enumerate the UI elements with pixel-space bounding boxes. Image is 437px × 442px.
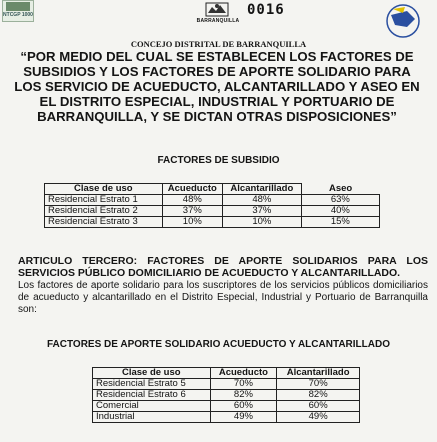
subsidy-heading: FACTORES DE SUBSIDIO <box>157 155 280 166</box>
council-name: CONCEJO DISTRITAL DE BARRANQUILLA <box>130 39 307 49</box>
table-row <box>93 390 360 401</box>
table-cell: 82% <box>210 390 277 401</box>
city-seal-icon <box>202 1 232 18</box>
table-cell: 60% <box>277 401 360 412</box>
table-cell: Residencial Estrato 5 <box>93 379 211 390</box>
table-row <box>93 401 360 412</box>
column-header: Clase de uso <box>45 184 163 195</box>
table-cell: 60% <box>210 401 277 412</box>
table-row <box>45 217 380 228</box>
table-row <box>93 412 360 423</box>
ntcgp-logo <box>2 0 34 22</box>
table-cell: Industrial <box>93 412 211 423</box>
table-cell: Residencial Estrato 6 <box>93 390 211 401</box>
table-cell: 49% <box>210 412 277 423</box>
table-cell: 37% <box>162 206 222 217</box>
certification-logo-icon <box>377 1 429 39</box>
document-number: 0016 <box>247 2 285 18</box>
table-cell: 10% <box>162 217 222 228</box>
aporte-table <box>92 367 360 423</box>
table-cell: 82% <box>277 390 360 401</box>
column-header: Alcantarillado <box>222 184 301 195</box>
table-cell: Residencial Estrato 2 <box>45 206 163 217</box>
table-row <box>93 379 360 390</box>
column-header: Acueducto <box>210 368 277 379</box>
column-header: Aseo <box>301 184 379 195</box>
subsidy-table <box>44 183 380 228</box>
aporte-heading: FACTORES DE APORTE SOLIDARIO ACUEDUCTO Y ALCANTARILLADO <box>47 339 390 350</box>
table-row <box>45 206 380 217</box>
table-cell: 37% <box>222 206 301 217</box>
seal-caption: BARRANQUILLA <box>196 18 240 24</box>
table-header-row <box>93 368 360 379</box>
table-header-row <box>45 184 380 195</box>
table-cell: Residencial Estrato 1 <box>45 195 163 206</box>
article-heading: ARTICULO TERCERO: FACTORES DE APORTE SOLIDARIOS PARA LOS SERVICIOS PÚBLICO DOMICILIARIO DE ACUEDUCTO Y ALCANTARILLADO. <box>18 255 428 279</box>
table-cell: Residencial Estrato 3 <box>45 217 163 228</box>
table-cell: 70% <box>210 379 277 390</box>
ntcgp-logo-text: NTCGP 1000 <box>3 12 33 18</box>
table-row <box>45 195 380 206</box>
table-cell: 48% <box>162 195 222 206</box>
article-text: Los factores de aporte solidario para los suscriptores de los servicios públicos domiciliarios de acueducto y alcantarillado en el Distrito Especial, Industrial y Portuario de Barranquilla son: <box>18 280 428 315</box>
table-cell: 15% <box>301 217 379 228</box>
table-cell: 10% <box>222 217 301 228</box>
column-header: Alcantarillado <box>277 368 360 379</box>
document-title: “POR MEDIO DEL CUAL SE ESTABLECEN LOS FACTORES DE SUBSIDIOS Y LOS FACTORES DE APORTE SOLIDARIO PARA LOS SERVICIO DE ACUEDUCTO, ALCANTARILLADO Y ASEO EN EL DISTRITO ESPECIAL, INDUSTRIAL Y PORTUARIO DE BARRANQUILLA, Y SE DICTAN OTRAS DISPOSICIONES” <box>14 49 420 124</box>
table-cell: 40% <box>301 206 379 217</box>
table-cell: Comercial <box>93 401 211 412</box>
table-cell: 70% <box>277 379 360 390</box>
table-cell: 49% <box>277 412 360 423</box>
table-cell: 63% <box>301 195 379 206</box>
column-header: Acueducto <box>162 184 222 195</box>
column-header: Clase de uso <box>93 368 211 379</box>
table-cell: 48% <box>222 195 301 206</box>
